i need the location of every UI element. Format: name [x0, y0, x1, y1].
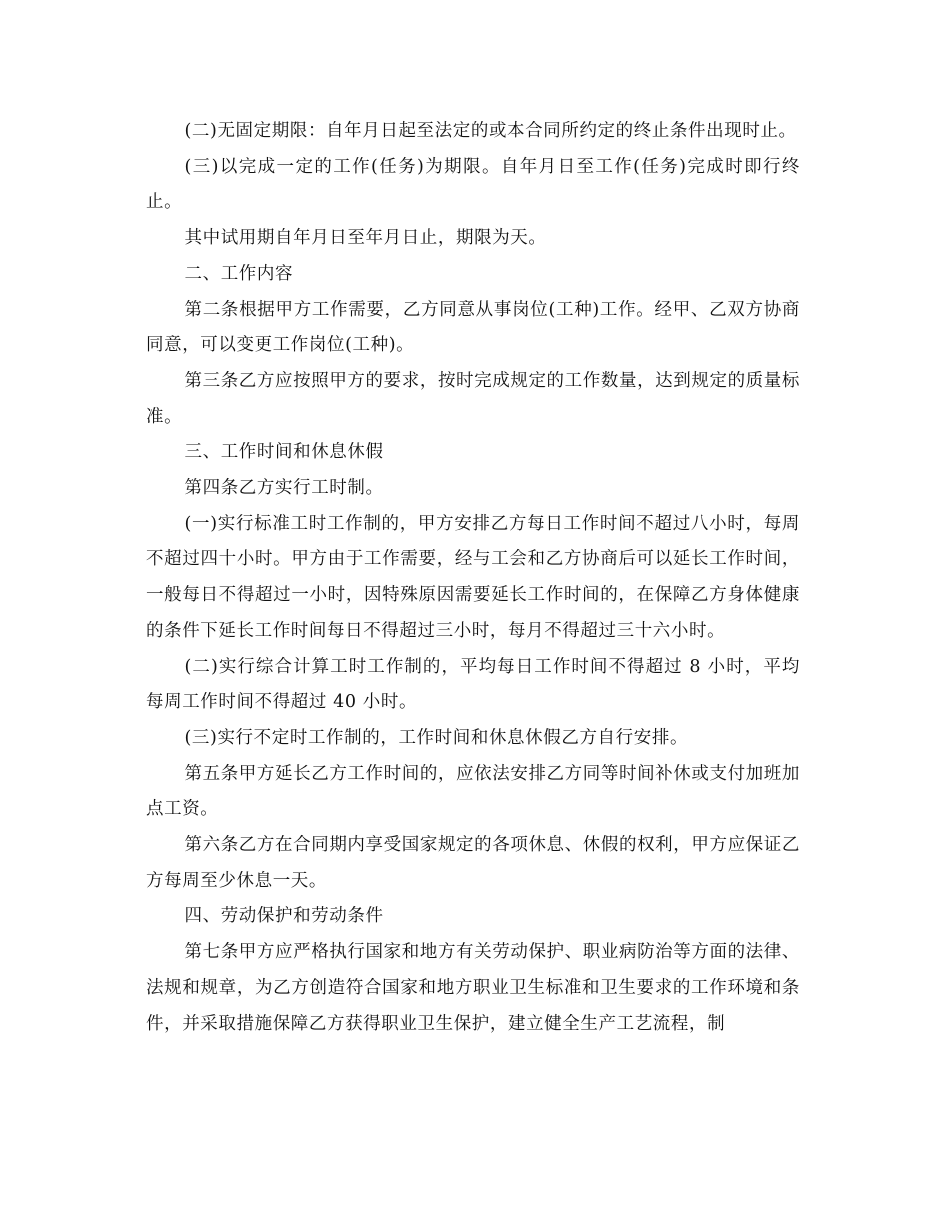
- document-body: [146, 114, 800, 1042]
- paragraph-article-6: 第六条乙方在合同期内享受国家规定的各项休息、休假的权利，甲方应保证乙方每周至少休息一天。: [146, 835, 800, 891]
- paragraph-standard-hours: (一)实行标准工时工作制的，甲方安排乙方每日工作时间不超过八小时，每周不超过四十小时。甲方由于工作需要，经与工会和乙方协商后可以延长工作时间，一般每日不得超过一小时，因特殊原因需要延长工作时间的，在保障乙方身体健康的条件下延长工作时间每日不得超过三小时，每月不得超过三十六小时。: [146, 513, 800, 641]
- paragraph-article-4: 第四条乙方实行工时制。: [184, 478, 384, 499]
- section-heading-work-content: 二、工作内容: [184, 263, 294, 284]
- paragraph-fixed-term-none: (二)无固定期限：自年月日起至法定的或本合同所约定的终止条件出现时止。: [184, 121, 797, 141]
- paragraph-article-2: 第二条根据甲方工作需要，乙方同意从事岗位(工种)工作。经甲、乙双方协商同意，可以变更工作岗位(工种)。: [146, 299, 800, 356]
- paragraph-flexible-hours: (三)实行不定时工作制的，工作时间和休息休假乙方自行安排。: [184, 727, 689, 748]
- section-heading-labor-protection: 四、劳动保护和劳动条件: [184, 906, 384, 927]
- paragraph-article-7: 第七条甲方应严格执行国家和地方有关劳动保护、职业病防治等方面的法律、法规和规章，为乙方创造符合国家和地方职业卫生标准和卫生要求的工作环境和条件，并采取措施保障乙方获得职业卫生保护，建立健全生产工艺流程，制: [146, 942, 800, 1034]
- paragraph-comprehensive-hours: (二)实行综合计算工时工作制的，平均每日工作时间不得超过 8 小时，平均每周工作时间不得超过 40 小时。: [146, 656, 800, 713]
- paragraph-article-5: 第五条甲方延长乙方工作时间的，应依法安排乙方同等时间补休或支付加班加点工资。: [146, 763, 800, 820]
- paragraph-probation: 其中试用期自年月日至年月日止，期限为天。: [184, 228, 547, 249]
- paragraph-article-3: 第三条乙方应按照甲方的要求，按时完成规定的工作数量，达到规定的质量标准。: [146, 370, 800, 427]
- paragraph-task-term: (三)以完成一定的工作(任务)为期限。自年月日至工作(任务)完成时即行终止。: [146, 156, 800, 213]
- section-heading-work-hours: 三、工作时间和休息休假: [184, 442, 384, 463]
